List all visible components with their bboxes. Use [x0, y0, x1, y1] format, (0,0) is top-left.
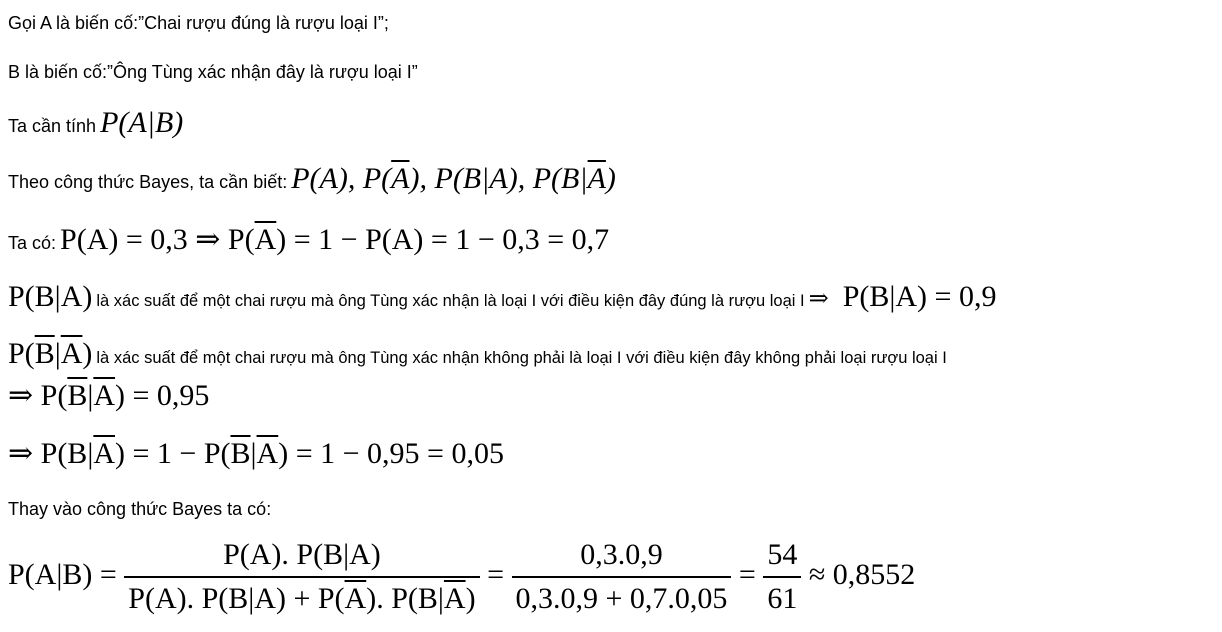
- bayes-fraction-symbolic: [124, 538, 479, 616]
- bayes-fraction-numeric: [512, 538, 732, 616]
- p-notb-given-nota-value: ⇒ $P(\overline{B}|\overline{A}) = 0,95$: [8, 379, 210, 412]
- p-b-given-nota-derivation: ⇒ $P(B|\overline{A}) = 1 - P(\overline{B}|\overline{A}) = 1 - 0,95 = 0,05$: [8, 437, 504, 470]
- definition-event-b: B là biến cố:”Ông Tùng xác nhận đây là rượu loại I”: [8, 62, 418, 82]
- bayes-denominator-numeric: 0,3.0,9 + 0,7.0,05: [515, 582, 728, 615]
- p-b-given-a-description: là xác suất để một chai rượu mà ông Tùng xác nhận là loại I với điều kiện đây đúng là rượu loại I: [96, 292, 805, 310]
- given-text: Ta có:: [8, 233, 57, 253]
- p-b-given-a-symbol: P(B|A): [8, 280, 93, 313]
- need-to-compute-line: [8, 106, 183, 140]
- need-to-compute-formula: P(A|B): [100, 106, 184, 139]
- bayes-fraction-simplified: [763, 538, 801, 616]
- bayes-approx-result: ≈ 0,8552: [808, 557, 916, 591]
- bayes-numerator-numeric: 0,3.0,9: [512, 538, 732, 578]
- p-notb-given-nota-line: [8, 337, 947, 371]
- bayes-lhs: P(A|B) =: [8, 557, 117, 591]
- given-formula: P(A) = 0,3 ⇒ $P(\overline{A}) = 1 - P(A) = 1 - 0,3 = 0,7$: [60, 223, 610, 256]
- equals-sign-2: =: [738, 557, 756, 591]
- bayes-requirements-text: Theo công thức Bayes, ta cần biết:: [8, 172, 288, 192]
- p-b-given-a-line: [8, 280, 996, 314]
- bayes-formula: [8, 538, 915, 616]
- p-b-given-a-value: P(B|A) = 0,9: [842, 280, 997, 313]
- bayes-numerator-symbolic: P(A). P(B|A): [124, 538, 479, 578]
- bayes-denominator-simplified: 61: [767, 582, 798, 615]
- p-notb-given-nota-symbol: $P(\overline{B}|\overline{A})$: [8, 337, 93, 370]
- given-probabilities-line: [8, 222, 609, 257]
- equals-sign-1: =: [487, 557, 504, 591]
- bayes-numerator-simplified: 54: [763, 538, 801, 578]
- definition-event-a: Gọi A là biến cố:”Chai rượu đúng là rượu loại I”;: [8, 13, 389, 33]
- need-to-compute-text: Ta cần tính: [8, 116, 97, 136]
- bayes-denominator-symbolic: P(A). $P(B|A) + P(\overline{A})$. $P(B|\overline{A})$: [128, 582, 476, 615]
- bayes-requirements-line: [8, 162, 616, 196]
- p-notb-given-nota-description: là xác suất để một chai rượu mà ông Tùng xác nhận không phải là loại I với điều kiện đây không phải loại rượu loại I: [96, 349, 947, 367]
- substitute-text: Thay vào công thức Bayes ta có:: [8, 499, 272, 519]
- implies-arrow: ⇒: [808, 286, 829, 312]
- bayes-requirements-formula: P(A), $P(\overline{A})$, P(B|A), $P(B|\overline{A})$: [291, 162, 616, 195]
